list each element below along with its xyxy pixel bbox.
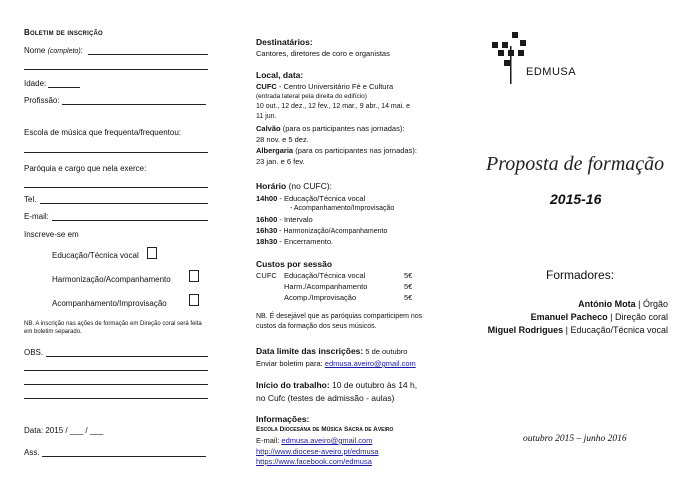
info-facebook-link[interactable]: https://www.facebook.com/edmusa: [256, 457, 372, 466]
form-nb-line-2: em boletim separado.: [24, 329, 82, 335]
escola-label: Escola de música que frequenta/frequentou:: [24, 128, 181, 137]
schedule-text: - Educação/Técnica vocal: [277, 194, 366, 203]
proposta-title: Proposta de formação: [486, 153, 665, 175]
local-title: Local, data:: [256, 70, 304, 80]
obs-label: OBS.: [24, 348, 44, 357]
signature-field[interactable]: [42, 456, 206, 457]
limite-send-line: [256, 359, 416, 368]
schedule-text: - Harmonização/Acompanhamento: [277, 228, 388, 235]
paroquia-field[interactable]: [24, 187, 208, 188]
schedule-item: [290, 205, 394, 212]
nome-label: [24, 46, 83, 55]
albergaria-line: [256, 146, 417, 155]
nome-field-line-2[interactable]: [24, 69, 208, 70]
period: outubro 2015 – junho 2016: [523, 434, 627, 444]
form-title: Boletim de inscrição: [24, 28, 103, 37]
info-title: Informações:: [256, 414, 310, 424]
schedule-item: [256, 226, 387, 235]
custos-item-price: 5€: [404, 271, 413, 280]
formador-name: Miguel Rodrigues: [487, 325, 564, 335]
option-checkbox-harmonizacao[interactable]: [189, 270, 199, 282]
info-email-link[interactable]: edmusa.aveiro@gmail.com: [281, 436, 373, 445]
custos-nb-1: NB. É desejável que as paróquias comparticipem nos: [256, 313, 423, 320]
inicio-text: 10 de outubro às 14 h,: [329, 380, 418, 390]
schedule-text: - Encerramento.: [277, 237, 334, 246]
custos-item-price: 5€: [404, 282, 413, 291]
limite-line: [256, 346, 407, 356]
obs-field[interactable]: [46, 356, 208, 357]
formadores-title: Formadores:: [546, 268, 615, 282]
limite-date: 5 de outubro: [363, 347, 408, 356]
formador-item: [488, 325, 668, 335]
cufc-dates-1: 10 out., 12 dez., 12 fev., 12 mar., 9 abr., 14 mai. e: [256, 103, 410, 110]
schedule-time: 14h00: [256, 194, 278, 203]
option-checkbox-educacao[interactable]: [147, 247, 157, 259]
idade-label: Idade:: [24, 79, 47, 88]
formador-role: Órgão: [642, 299, 668, 309]
obs-field-line-2[interactable]: [24, 370, 208, 371]
calvao-line: [256, 124, 404, 133]
albergaria-text: (para os participantes nas jornadas):: [293, 146, 417, 155]
custos-nb-2: custos da formação dos seus músicos.: [256, 323, 377, 330]
horario-title-bold: Horário: [256, 181, 287, 191]
calvao-dates: 28 nov. e 5 dez.: [256, 135, 309, 144]
info-site-link[interactable]: http://www.diocese-aveiro.pt/edmusa: [256, 447, 379, 456]
email-field[interactable]: [52, 220, 208, 221]
limite-title: Data limite das inscrições:: [256, 346, 364, 356]
option-label-acompanhamento: Acompanhamento/Improvisação: [52, 299, 167, 308]
formador-name: Emanuel Pacheco: [530, 312, 608, 322]
obs-field-line-3[interactable]: [24, 384, 208, 385]
nome-label-text: Nome: [24, 46, 46, 55]
inicio-title: Início do trabalho:: [256, 380, 330, 390]
email-label: E-mail:: [24, 212, 49, 221]
cufc-sub: (entrada lateral pela direita do edifício): [256, 93, 367, 100]
horario-title: [256, 181, 332, 191]
data-label: Data: 2015 / ___ / ___: [24, 426, 104, 435]
formador-role: Educação/Técnica vocal: [570, 325, 668, 335]
ass-label: Ass.: [24, 448, 40, 457]
info-school: Escola Diocesana de Música Sacra de Aveiro: [256, 426, 394, 433]
option-checkbox-acompanhamento[interactable]: [189, 294, 199, 306]
schedule-item: [256, 194, 365, 203]
formador-item: [531, 312, 668, 322]
nome-suffix: :: [80, 46, 83, 55]
custos-item-name: Acomp./Improvisação: [284, 293, 357, 302]
cufc-text: - Centro Universitário Fé e Cultura: [276, 82, 394, 91]
albergaria-dates: 23 jan. e 6 fev.: [256, 157, 305, 166]
obs-field-line-4[interactable]: [24, 398, 208, 399]
logo-text: EDMUSA: [526, 66, 577, 78]
schedule-time: 16h30: [256, 226, 278, 235]
custos-title: Custos por sessão: [256, 259, 333, 269]
formador-sep: |: [563, 325, 571, 335]
schedule-text: - Acompanhamento/Improvisação: [290, 205, 395, 212]
schedule-time: 16h00: [256, 215, 278, 224]
inicio-text-2: no Cufc (testes de admissão - aulas): [256, 393, 395, 403]
custos-item-name: Harm./Acompanhamento: [284, 282, 368, 291]
schedule-item: [256, 215, 313, 224]
formador-item: [578, 299, 668, 309]
profissao-field[interactable]: [62, 104, 206, 105]
form-nb-line-1: NB. A inscrição nas ações de formação em Direção coral será feita: [24, 321, 202, 327]
formador-sep: |: [635, 299, 643, 309]
info-email-line: [256, 436, 372, 445]
info-site-line: [256, 447, 379, 456]
tel-label: Tel.: [24, 195, 37, 204]
limite-email-link[interactable]: edmusa.aveiro@gmail.com: [324, 359, 416, 368]
year: 2015-16: [550, 191, 602, 207]
cufc-line: [256, 82, 393, 91]
cufc-dates-2: 11 jun.: [256, 113, 277, 120]
limite-send: Enviar boletim para:: [256, 359, 325, 368]
custos-place: CUFC: [256, 271, 277, 280]
tel-field[interactable]: [40, 203, 208, 204]
calvao-bold: Calvão: [256, 124, 281, 133]
profissao-label: Profissão:: [24, 96, 60, 105]
option-label-educacao: Educação/Técnica vocal: [52, 251, 139, 260]
custos-item-name: Educação/Técnica vocal: [284, 271, 366, 280]
schedule-time: 18h30: [256, 237, 278, 246]
formador-role: Direção coral: [614, 312, 668, 322]
option-label-harmonizacao: Harmonização/Acompanhamento: [52, 275, 171, 284]
calvao-text: (para os participantes nas jornadas):: [280, 124, 405, 133]
formador-name: António Mota: [578, 299, 636, 309]
schedule-text: - Intervalo: [277, 215, 313, 224]
formador-sep: |: [607, 312, 615, 322]
cufc-bold: CUFC: [256, 82, 277, 91]
custos-item-price: 5€: [404, 293, 413, 302]
nome-field[interactable]: [88, 54, 208, 55]
albergaria-bold: Albergaria: [256, 146, 294, 155]
info-facebook-line: [256, 457, 372, 466]
nome-hint: (completo): [47, 48, 81, 55]
horario-sub: (no CUFC):: [286, 181, 333, 191]
escola-field[interactable]: [24, 152, 208, 153]
schedule-item: [256, 237, 333, 246]
destinatarios-title: Destinatários:: [256, 37, 313, 47]
destinatarios-text: Cantores, diretores de coro e organistas: [256, 49, 390, 58]
inscreve-label: Inscreve-se em: [24, 230, 79, 239]
paroquia-label: Paróquia e cargo que nela exerce:: [24, 164, 147, 173]
inicio-line: [256, 380, 417, 390]
info-email-label: E-mail:: [256, 436, 282, 445]
idade-field[interactable]: [48, 87, 80, 88]
